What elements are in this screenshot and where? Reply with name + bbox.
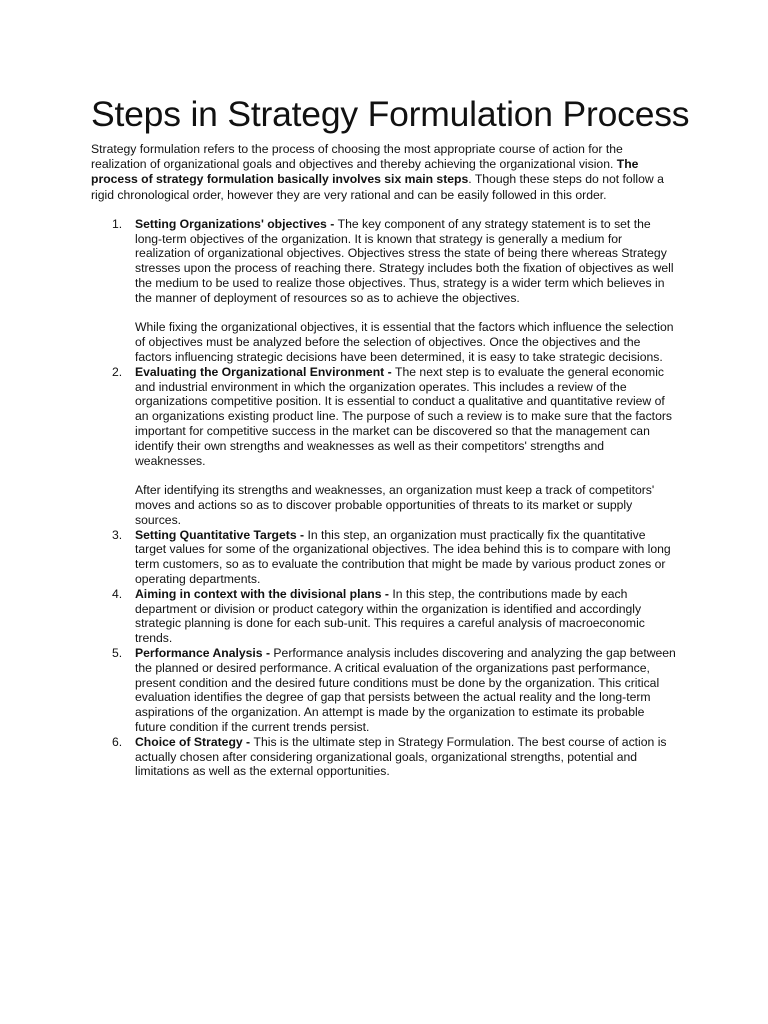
step-item-4 <box>91 587 676 646</box>
step-extra-paragraph: After identifying its strengths and weaknesses, an organization must keep a track of competitors' moves and actions so as to discover probable opportunities of threats to its market or supply sources. <box>135 483 655 527</box>
step-body <box>135 528 676 587</box>
step-body <box>135 365 676 469</box>
step-text: In this step, an organization must practically fix the quantitative target values for some of the organizational objectives. The idea behind this is to compare with long term customers, so as to evaluate the contribution that might be made by various product zones or operating departments. <box>135 527 671 586</box>
step-item-1 <box>91 217 676 365</box>
step-body <box>135 646 676 735</box>
step-item-5 <box>91 646 676 735</box>
step-heading: Evaluating the Organizational Environment - <box>135 364 396 379</box>
step-body <box>135 217 676 306</box>
step-heading: Aiming in context with the divisional plans - <box>135 586 393 601</box>
step-number: 3. <box>112 527 123 542</box>
step-text: The key component of any strategy statement is to set the long-term objectives of the organization. It is known that strategy is generally a medium for realization of organizational objectives. Objectives stress the state of being there whereas Strategy stresses upon the process of reaching there. Strategy includes both the fixation of objectives as well the medium to be used to realize those objectives. Thus, strategy is a wider term which believes in the manner of deployment of resources so as to achieve the objectives. <box>135 216 674 305</box>
intro-paragraph <box>91 142 676 203</box>
step-item-6 <box>91 735 676 779</box>
step-text: The next step is to evaluate the general economic and industrial environment in which the organization operates. This includes a review of the organizations competitive position. It is essential to conduct a qualitative and quantitative review of an organizations existing product line. The purpose of such a review is to make sure that the factors important for competitive success in the market can be discovered so that the management can identify their own strengths and weaknesses as well as their competitors' strengths and weaknesses. <box>135 364 672 468</box>
step-item-2 <box>91 365 676 528</box>
intro-tail-text: . Though these steps do not follow a rigid chronological order, however they are very rational and can be easily followed in this order. <box>91 172 664 202</box>
step-number: 2. <box>112 364 123 379</box>
step-heading: Setting Quantitative Targets - <box>135 527 308 542</box>
steps-list <box>91 217 676 779</box>
intro-bold-text: The process of strategy formulation basically involves six main steps <box>91 157 639 187</box>
step-heading: Choice of Strategy - <box>135 734 254 749</box>
step-body <box>135 735 676 779</box>
page-title: Steps in Strategy Formulation Process <box>91 94 690 134</box>
step-body <box>135 587 676 646</box>
step-text: In this step, the contributions made by each department or division or product category within the organization is identified and accordingly strategic planning is done for each sub-unit. This requires a careful analysis of macroeconomic trends. <box>135 586 645 646</box>
step-heading: Performance Analysis - <box>135 645 274 660</box>
step-text: This is the ultimate step in Strategy Formulation. The best course of action is actually chosen after considering organizational goals, organizational strengths, potential and limitations as well as the external opportunities. <box>135 734 667 779</box>
step-item-3 <box>91 528 676 587</box>
step-extra-paragraph: While fixing the organizational objectives, it is essential that the factors which influence the selection of objectives must be analyzed before the selection of objectives. Once the objectives and the factors influencing strategic decisions have been determined, it is easy to take strategic decisions. <box>135 320 674 364</box>
step-heading: Setting Organizations' objectives - <box>135 216 338 231</box>
step-text: Performance analysis includes discovering and analyzing the gap between the planned or desired performance. A critical evaluation of the organizations past performance, present condition and the desired future conditions must be done by the organization. This critical evaluation identifies the degree of gap that persists between the actual reality and the long-term aspirations of the organization. An attempt is made by the organization to estimate its probable future condition if the current trends persist. <box>135 645 676 734</box>
step-number: 5. <box>112 645 123 660</box>
intro-text: Strategy formulation refers to the process of choosing the most appropriate course of action for the realization of organizational goals and objectives and thereby achieving the organizational vision. <box>91 142 623 172</box>
document-page <box>91 92 690 779</box>
step-number: 4. <box>112 586 123 601</box>
step-number: 6. <box>112 734 123 749</box>
step-number: 1. <box>112 216 123 231</box>
